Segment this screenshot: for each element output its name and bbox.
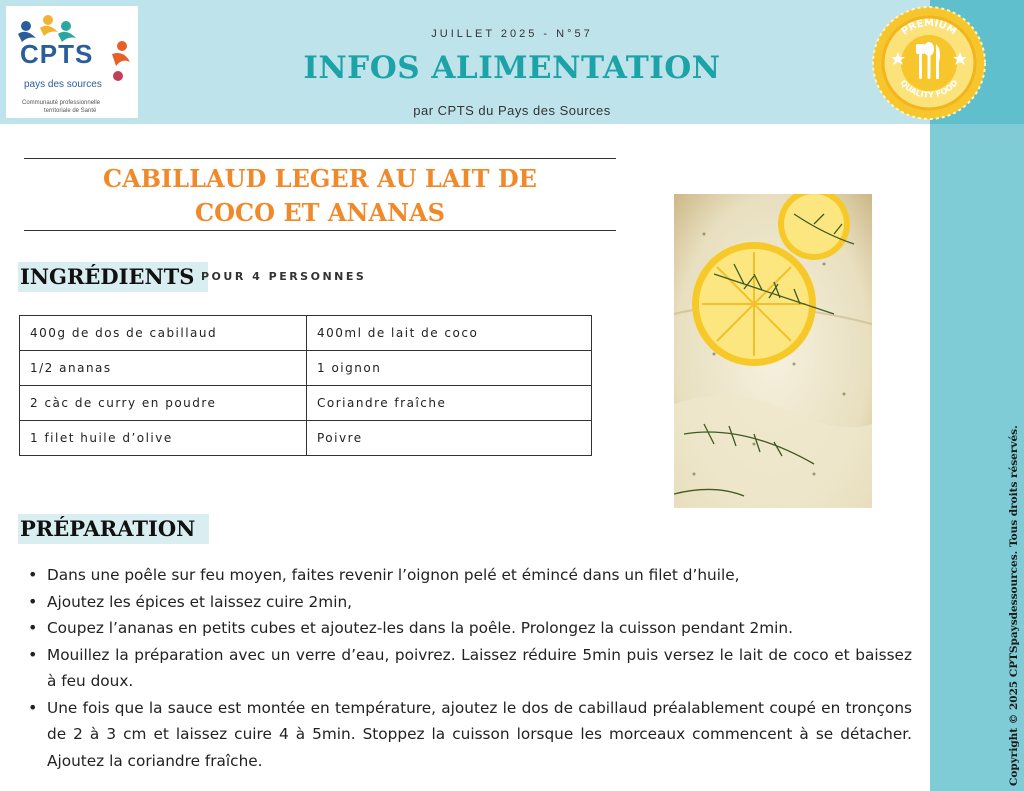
list-item: • Mouillez la préparation avec un verre d’eau, poivrez. Laissez réduire 5min puis versez le lait de coco et baissez à feu doux. (26, 642, 912, 695)
preparation-steps (26, 562, 912, 774)
copyright-notice: Copyright © 2025 CPTSpaysdessources. Tous droits réservés. (1008, 425, 1020, 786)
ingredient-cell: Poivre (307, 421, 592, 456)
list-item: • Coupez l’ananas en petits cubes et ajoutez-les dans la poêle. Prolongez la cuisson pendant 2min. (26, 615, 912, 642)
premium-quality-badge (870, 4, 988, 122)
recipe-title (24, 162, 616, 230)
title-rule-top (24, 158, 616, 159)
cod-fillet-lemon-dill-photo (674, 194, 872, 508)
recipe-title-line2: COCO ET ANANAS (195, 198, 445, 227)
newsletter-title: INFOS ALIMENTATION (303, 50, 721, 86)
byline: par CPTS du Pays des Sources (413, 103, 611, 118)
logo-caption-line1: Communauté professionnelle (22, 100, 101, 106)
logo-name: CPTS (20, 39, 94, 69)
badge-bottom-text: QUALITY FOOD (898, 78, 960, 100)
ingredient-cell: 1 oignon (307, 351, 592, 386)
ingredient-cell: 400g de dos de cabillaud (20, 316, 307, 351)
logo-subtitle: pays des sources (24, 79, 102, 90)
table-row (20, 421, 592, 456)
table-row (20, 386, 592, 421)
list-item: • Une fois que la sauce est montée en température, ajoutez le dos de cabillaud préalablement coupé en tronçons de 2 à 3 cm et laissez cuire 4 à 5min. Stoppez la cuisson lorsque les morceaux commencent à se détacher. Ajoutez la coriandre fraîche. (26, 695, 912, 775)
ingredient-cell: 1/2 ananas (20, 351, 307, 386)
fork-spoon-knife-icon (916, 42, 940, 79)
title-rule-bottom (24, 230, 616, 231)
ingredient-cell: 1 filet huile d’olive (20, 421, 307, 456)
logo-caption-line2: territoriale de Santé (44, 108, 97, 114)
ingredients-table (19, 315, 592, 456)
recipe-title-line1: CABILLAUD LEGER AU LAIT DE (103, 164, 537, 193)
ingredient-cell: 2 càc de curry en poudre (20, 386, 307, 421)
table-row (20, 351, 592, 386)
issue-label: JUILLET 2025 - N°57 (431, 28, 593, 40)
ingredient-cell: 400ml de lait de coco (307, 316, 592, 351)
ingredients-heading: INGRÉDIENTS (18, 262, 208, 292)
list-item: • Dans une poêle sur feu moyen, faites revenir l’oignon pelé et émincé dans un filet d’huile, (26, 562, 912, 589)
ingredient-cell: Coriandre fraîche (307, 386, 592, 421)
list-item: • Ajoutez les épices et laissez cuire 2min, (26, 589, 912, 616)
preparation-heading: PRÉPARATION (18, 514, 209, 544)
table-row (20, 316, 592, 351)
badge-top-text: PREMIUM (899, 17, 959, 38)
servings-label: POUR 4 PERSONNES (201, 270, 367, 283)
